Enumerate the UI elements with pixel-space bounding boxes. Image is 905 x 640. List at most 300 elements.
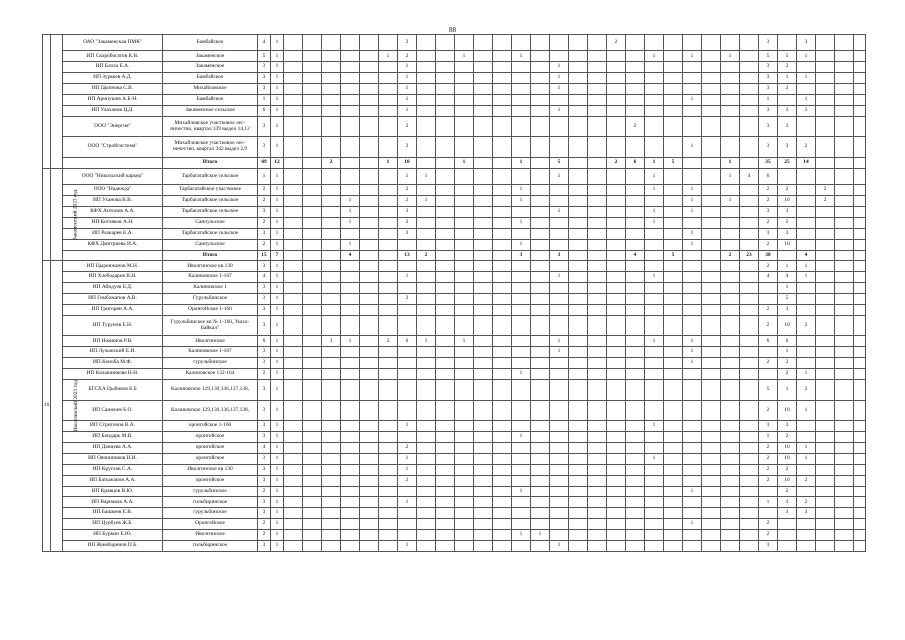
value-cell: 1 — [271, 508, 284, 519]
value-cell — [493, 157, 512, 168]
value-cell — [436, 497, 455, 508]
location: гильбиринское — [163, 497, 258, 508]
value-cell — [569, 196, 588, 207]
value-cell — [683, 250, 702, 261]
value-cell — [322, 261, 341, 272]
value-cell — [512, 347, 531, 358]
value-cell — [512, 137, 531, 158]
value-cell: 3 — [797, 105, 816, 116]
value-cell — [854, 35, 866, 51]
value-cell: 1 — [512, 369, 531, 380]
value-cell — [588, 239, 607, 250]
value-cell — [721, 137, 740, 158]
value-cell — [759, 294, 778, 305]
value-cell — [645, 380, 664, 401]
table-row — [43, 84, 866, 95]
value-cell — [436, 336, 455, 347]
value-cell — [569, 51, 588, 62]
value-cell — [379, 443, 398, 454]
value-cell — [854, 497, 866, 508]
value-cell — [816, 137, 835, 158]
value-cell — [588, 541, 607, 552]
value-cell: 1 — [512, 185, 531, 196]
value-cell — [512, 261, 531, 272]
value-cell — [284, 157, 303, 168]
value-cell — [474, 541, 493, 552]
value-cell — [626, 185, 645, 196]
value-cell — [322, 283, 341, 294]
value-cell — [436, 508, 455, 519]
value-cell — [588, 261, 607, 272]
value-cell — [436, 185, 455, 196]
value-cell — [835, 94, 854, 105]
value-cell: 10 — [778, 315, 797, 336]
value-cell: 2 — [398, 51, 417, 62]
value-cell — [417, 294, 436, 305]
value-cell — [531, 157, 550, 168]
value-cell — [588, 196, 607, 207]
value-cell — [512, 336, 531, 347]
value-cell — [455, 84, 474, 95]
value-cell — [360, 475, 379, 486]
value-cell — [740, 35, 759, 51]
value-cell — [474, 73, 493, 84]
value-cell — [322, 530, 341, 541]
value-cell — [569, 84, 588, 95]
total-row — [43, 250, 866, 261]
value-cell — [607, 84, 626, 95]
value-cell — [569, 400, 588, 421]
district-number — [43, 35, 51, 169]
value-cell: 2 — [816, 185, 835, 196]
value-cell: 1 — [271, 443, 284, 454]
value-cell — [493, 283, 512, 294]
value-cell — [303, 530, 322, 541]
value-cell — [569, 261, 588, 272]
value-cell — [702, 62, 721, 73]
value-cell — [341, 380, 360, 401]
value-cell — [512, 116, 531, 137]
value-cell — [531, 116, 550, 137]
value-cell — [550, 239, 569, 250]
value-cell — [816, 400, 835, 421]
value-cell — [664, 294, 683, 305]
value-cell: 4 — [759, 272, 778, 283]
value-cell — [550, 35, 569, 51]
value-cell — [740, 530, 759, 541]
table-row — [43, 443, 866, 454]
value-cell: 2 — [398, 217, 417, 228]
tenant-name: ИП Зуркеев А.Д. — [63, 73, 163, 84]
value-cell — [550, 185, 569, 196]
value-cell — [531, 400, 550, 421]
value-cell — [721, 358, 740, 369]
value-cell — [607, 116, 626, 137]
value-cell — [702, 196, 721, 207]
value-cell — [417, 530, 436, 541]
value-cell: 13 — [398, 250, 417, 261]
value-cell: 2 — [759, 475, 778, 486]
value-cell — [322, 84, 341, 95]
tenant-name: ИП Круглов С.А. — [63, 464, 163, 475]
value-cell — [284, 51, 303, 62]
value-cell — [436, 73, 455, 84]
value-cell — [702, 51, 721, 62]
value-cell — [569, 497, 588, 508]
tenant-name: ИП Арипушев А.Б-Н. — [63, 94, 163, 105]
value-cell — [493, 421, 512, 432]
value-cell — [626, 168, 645, 184]
value-cell — [607, 530, 626, 541]
value-cell: 3 — [258, 62, 271, 73]
value-cell — [531, 206, 550, 217]
value-cell — [854, 206, 866, 217]
value-cell — [512, 443, 531, 454]
value-cell: 2 — [759, 453, 778, 464]
value-cell — [360, 305, 379, 316]
value-cell — [702, 185, 721, 196]
value-cell — [835, 217, 854, 228]
value-cell — [493, 116, 512, 137]
value-cell — [550, 116, 569, 137]
value-cell — [854, 475, 866, 486]
value-cell — [303, 250, 322, 261]
value-cell — [303, 464, 322, 475]
value-cell: 5 — [664, 157, 683, 168]
value-cell — [721, 369, 740, 380]
value-cell — [664, 432, 683, 443]
value-cell: 1 — [683, 239, 702, 250]
value-cell: 3 — [258, 432, 271, 443]
value-cell — [455, 294, 474, 305]
value-cell — [645, 305, 664, 316]
value-cell — [702, 137, 721, 158]
value-cell — [588, 519, 607, 530]
value-cell — [303, 347, 322, 358]
value-cell — [379, 73, 398, 84]
value-cell: 1 — [512, 530, 531, 541]
value-cell — [436, 380, 455, 401]
table-row — [43, 168, 866, 184]
value-cell: 2 — [816, 196, 835, 207]
value-cell — [284, 432, 303, 443]
value-cell — [740, 400, 759, 421]
value-cell — [512, 228, 531, 239]
value-cell — [607, 508, 626, 519]
value-cell — [626, 315, 645, 336]
value-cell — [455, 239, 474, 250]
location: Санпульское — [163, 217, 258, 228]
value-cell — [588, 217, 607, 228]
value-cell — [550, 475, 569, 486]
value-cell — [607, 196, 626, 207]
value-cell — [626, 475, 645, 486]
value-cell — [455, 261, 474, 272]
value-cell: 1 — [379, 51, 398, 62]
value-cell — [398, 530, 417, 541]
value-cell — [417, 94, 436, 105]
value-cell — [341, 228, 360, 239]
value-cell — [816, 94, 835, 105]
tenant-name: ИП Рыжарев Е.А. — [63, 228, 163, 239]
value-cell — [645, 519, 664, 530]
value-cell — [531, 421, 550, 432]
value-cell: 2 — [759, 196, 778, 207]
value-cell — [740, 541, 759, 552]
value-cell — [512, 62, 531, 73]
value-cell: 1 — [645, 421, 664, 432]
value-cell: 1 — [398, 421, 417, 432]
value-cell — [550, 464, 569, 475]
value-cell — [455, 486, 474, 497]
value-cell — [398, 305, 417, 316]
value-cell — [379, 250, 398, 261]
value-cell — [436, 432, 455, 443]
value-cell: 2 — [778, 358, 797, 369]
value-cell — [721, 336, 740, 347]
value-cell — [417, 315, 436, 336]
value-cell — [607, 315, 626, 336]
value-cell — [607, 519, 626, 530]
value-cell — [360, 530, 379, 541]
value-cell — [455, 196, 474, 207]
value-cell — [816, 261, 835, 272]
value-cell: 1 — [398, 105, 417, 116]
value-cell — [493, 541, 512, 552]
value-cell — [721, 105, 740, 116]
value-cell — [721, 486, 740, 497]
value-cell — [854, 239, 866, 250]
value-cell: 1 — [683, 94, 702, 105]
value-cell — [531, 432, 550, 443]
table-row — [43, 228, 866, 239]
value-cell — [835, 475, 854, 486]
value-cell — [664, 315, 683, 336]
value-cell — [683, 421, 702, 432]
value-cell — [531, 453, 550, 464]
value-cell — [455, 475, 474, 486]
tenant-name: ООО "Стройсистема" — [63, 137, 163, 158]
table-row — [43, 137, 866, 158]
value-cell: 1 — [417, 336, 436, 347]
value-cell: 1 — [271, 519, 284, 530]
value-cell — [474, 283, 493, 294]
value-cell — [417, 380, 436, 401]
value-cell — [740, 157, 759, 168]
value-cell — [284, 315, 303, 336]
value-cell — [417, 35, 436, 51]
table-row — [43, 105, 866, 116]
value-cell — [569, 453, 588, 464]
value-cell — [607, 369, 626, 380]
value-cell: 2 — [797, 380, 816, 401]
value-cell — [417, 541, 436, 552]
value-cell — [436, 315, 455, 336]
value-cell — [816, 530, 835, 541]
value-cell — [664, 358, 683, 369]
value-cell — [436, 272, 455, 283]
value-cell — [854, 185, 866, 196]
value-cell: 2 — [398, 475, 417, 486]
value-cell — [816, 336, 835, 347]
value-cell — [474, 62, 493, 73]
value-cell — [455, 530, 474, 541]
value-cell — [474, 347, 493, 358]
value-cell — [683, 453, 702, 464]
value-cell — [512, 475, 531, 486]
value-cell — [360, 105, 379, 116]
district-label — [51, 261, 79, 551]
value-cell — [360, 261, 379, 272]
value-cell — [588, 347, 607, 358]
value-cell — [512, 400, 531, 421]
value-cell — [531, 84, 550, 95]
tenant-name: ИП Абидуев Б.Д. — [63, 283, 163, 294]
value-cell — [816, 380, 835, 401]
value-cell — [816, 475, 835, 486]
value-cell: 2 — [778, 84, 797, 95]
value-cell — [797, 283, 816, 294]
value-cell — [474, 443, 493, 454]
value-cell — [436, 421, 455, 432]
value-cell — [398, 486, 417, 497]
value-cell — [854, 105, 866, 116]
value-cell — [284, 116, 303, 137]
value-cell — [474, 486, 493, 497]
tenant-name: ИП Улаханов Ц.Д. — [63, 105, 163, 116]
value-cell — [341, 51, 360, 62]
value-cell — [284, 94, 303, 105]
value-cell — [493, 196, 512, 207]
value-cell: 1 — [271, 73, 284, 84]
value-cell: 2 — [759, 185, 778, 196]
value-cell — [303, 305, 322, 316]
value-cell — [493, 294, 512, 305]
value-cell — [284, 84, 303, 95]
value-cell — [664, 336, 683, 347]
value-cell — [284, 358, 303, 369]
value-cell — [607, 541, 626, 552]
value-cell — [531, 272, 550, 283]
value-cell: 1 — [417, 168, 436, 184]
location: Калиновское 1 — [163, 283, 258, 294]
value-cell — [626, 508, 645, 519]
value-cell — [835, 137, 854, 158]
value-cell — [493, 486, 512, 497]
value-cell — [835, 185, 854, 196]
location: Закаменское — [163, 51, 258, 62]
tenant-name: ОАО "Закаменская ПМК" — [63, 35, 163, 51]
value-cell — [379, 508, 398, 519]
value-cell — [360, 51, 379, 62]
value-cell — [664, 497, 683, 508]
value-cell — [322, 443, 341, 454]
value-cell — [721, 497, 740, 508]
value-cell: 3 — [778, 497, 797, 508]
value-cell — [398, 519, 417, 530]
value-cell: 6 — [759, 336, 778, 347]
value-cell — [284, 168, 303, 184]
value-cell: 1 — [683, 185, 702, 196]
value-cell — [360, 464, 379, 475]
value-cell: 1 — [683, 228, 702, 239]
value-cell — [284, 305, 303, 316]
value-cell: 1 — [271, 261, 284, 272]
value-cell — [778, 530, 797, 541]
value-cell — [569, 185, 588, 196]
value-cell: 1 — [645, 336, 664, 347]
value-cell — [626, 283, 645, 294]
value-cell — [360, 239, 379, 250]
value-cell — [816, 217, 835, 228]
value-cell: 1 — [797, 400, 816, 421]
value-cell — [683, 157, 702, 168]
value-cell: 1 — [683, 336, 702, 347]
value-cell — [721, 400, 740, 421]
value-cell — [550, 400, 569, 421]
value-cell: 10 — [778, 453, 797, 464]
value-cell — [379, 347, 398, 358]
value-cell — [284, 228, 303, 239]
value-cell — [303, 315, 322, 336]
value-cell — [740, 228, 759, 239]
value-cell — [607, 206, 626, 217]
value-cell — [550, 283, 569, 294]
value-cell — [398, 239, 417, 250]
value-cell — [835, 35, 854, 51]
value-cell — [360, 62, 379, 73]
value-cell — [379, 497, 398, 508]
value-cell — [588, 421, 607, 432]
value-cell — [303, 62, 322, 73]
value-cell — [360, 94, 379, 105]
value-cell — [835, 347, 854, 358]
value-cell: 2 — [778, 369, 797, 380]
value-cell — [284, 105, 303, 116]
value-cell — [569, 305, 588, 316]
value-cell — [626, 137, 645, 158]
value-cell: 3 — [258, 294, 271, 305]
tenant-name: КФХ Антонов А.А. — [63, 206, 163, 217]
value-cell — [436, 105, 455, 116]
value-cell — [341, 421, 360, 432]
value-cell: 3 — [258, 315, 271, 336]
value-cell — [626, 497, 645, 508]
value-cell — [322, 497, 341, 508]
value-cell — [512, 508, 531, 519]
tenant-name: ИП Бондарь М.В. — [63, 432, 163, 443]
value-cell: 2 — [398, 35, 417, 51]
value-cell — [493, 272, 512, 283]
location: Тарбагатайское сельское — [163, 206, 258, 217]
value-cell — [664, 116, 683, 137]
value-cell — [455, 283, 474, 294]
value-cell: 1 — [271, 486, 284, 497]
value-cell — [721, 464, 740, 475]
value-cell — [550, 421, 569, 432]
value-cell: 1 — [550, 336, 569, 347]
value-cell — [474, 196, 493, 207]
value-cell: 1 — [271, 116, 284, 137]
location: Калиновское 129,130,136,137,138, — [163, 400, 258, 421]
value-cell — [740, 62, 759, 73]
value-cell: 2 — [759, 400, 778, 421]
tenant-name: ИП Башкеев Е.В. — [63, 508, 163, 519]
value-cell — [303, 369, 322, 380]
value-cell: 3 — [398, 228, 417, 239]
value-cell — [740, 305, 759, 316]
value-cell — [303, 443, 322, 454]
